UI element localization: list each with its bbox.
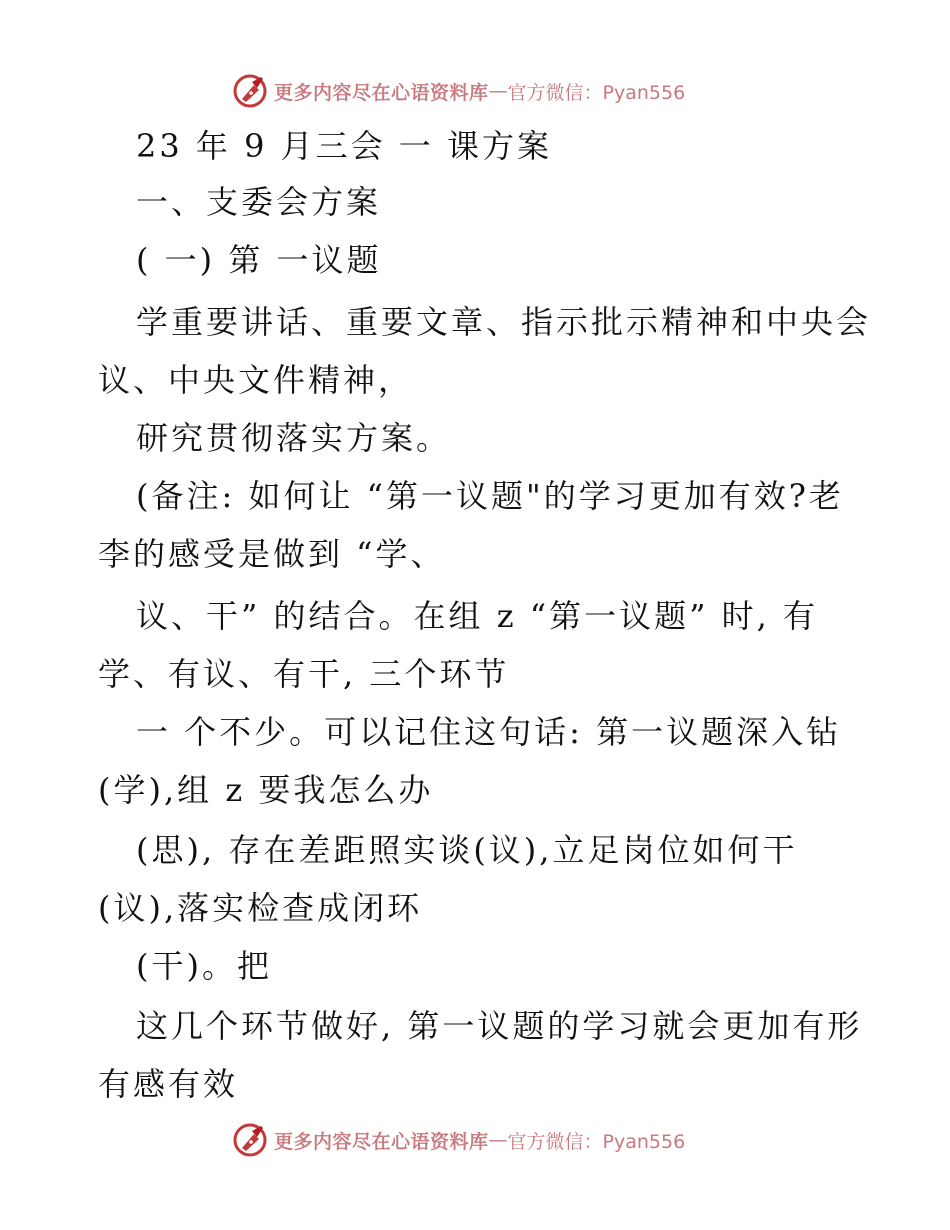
paragraph-line: 有感有效: [98, 1065, 239, 1103]
watermark-banner-top: [232, 71, 685, 111]
watermark-separator: —: [488, 1129, 508, 1151]
section-heading: 一、支委会方案: [136, 183, 382, 221]
watermark-wechat: 官方微信：Pyan556: [507, 1130, 686, 1153]
paragraph-line: 议、干” 的结合。在组 z “第一议题” 时, 有: [136, 597, 818, 635]
watermark-site-name: 更多内容尽在心语资料库: [274, 81, 489, 104]
document-title: 23 年 9 月三会 一 课方案: [136, 127, 552, 165]
paragraph-line: (干)。把: [136, 947, 272, 985]
watermark-separator: —: [488, 80, 508, 102]
paragraph-line: 这几个环节做好, 第一议题的学习就会更加有形: [136, 1007, 863, 1045]
paragraph-line: (思), 存在差距照实谈(议),立足岗位如何干: [136, 831, 798, 869]
pen-nib-logo-icon: [232, 73, 268, 109]
subsection-heading: ( 一) 第 一议题: [136, 241, 382, 279]
paragraph-line: 一 个不少。可以记住这句话: 第一议题深入钻: [136, 713, 842, 751]
paragraph-line: (备注: 如何让 “第一议题"的学习更加有效?老: [136, 477, 844, 515]
watermark-banner-bottom: [232, 1120, 685, 1160]
pen-nib-logo-icon: [232, 1122, 268, 1158]
paragraph-line: 李的感受是做到 “学、: [98, 535, 446, 573]
paragraph-line: 学、有议、有干, 三个环节: [98, 655, 510, 693]
paragraph-line: (议),落实检查成闭环: [98, 889, 423, 927]
paragraph-line: 研究贯彻落实方案。: [136, 419, 452, 457]
watermark-wechat: 官方微信：Pyan556: [507, 81, 686, 104]
paragraph-line: (学),组 z 要我怎么办: [98, 771, 434, 809]
paragraph-line: 议、中央文件精神，: [98, 361, 414, 399]
watermark-site-name: 更多内容尽在心语资料库: [274, 1130, 489, 1153]
paragraph-line: 学重要讲话、重要文章、指示批示精神和中央会: [136, 303, 872, 341]
